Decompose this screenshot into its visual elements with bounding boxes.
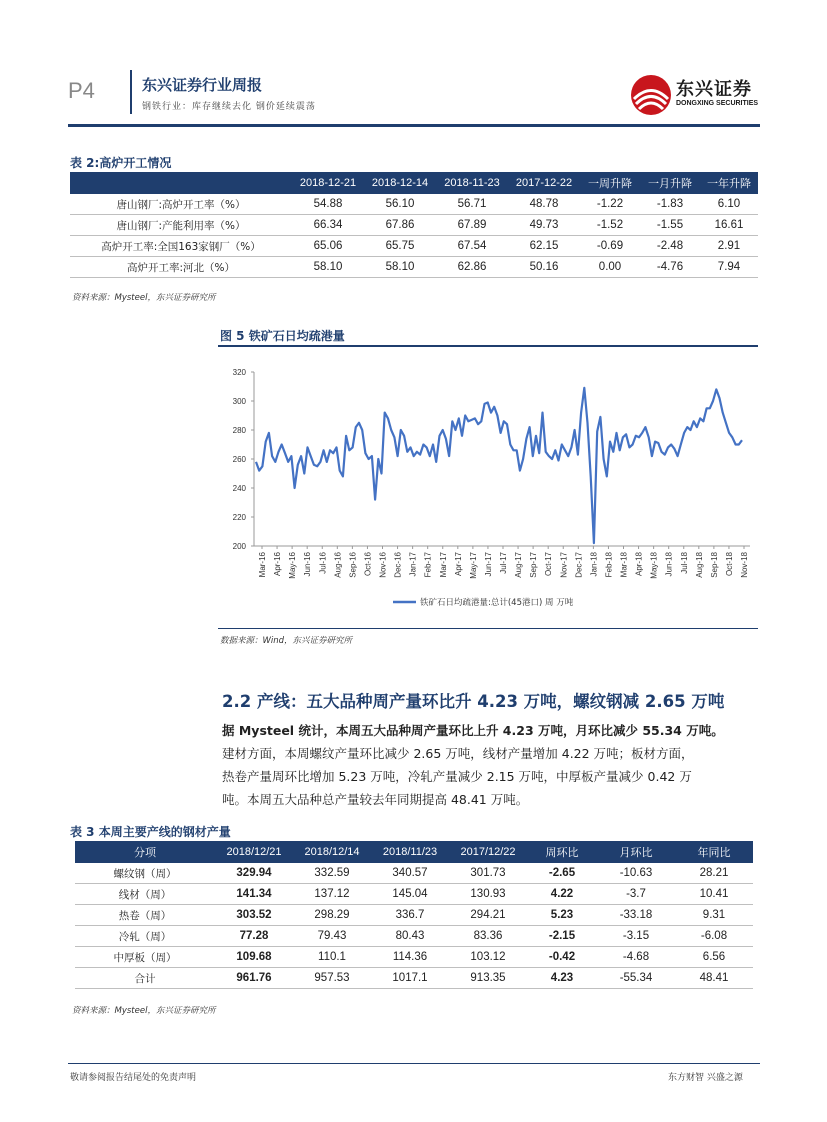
table-cell: 16.61	[700, 215, 758, 236]
table-cell: -1.52	[580, 215, 640, 236]
table-cell: 65.75	[364, 236, 436, 257]
logo-icon	[630, 74, 672, 120]
table3-header-cell: 周环比	[527, 841, 597, 863]
x-tick-label: Dec-17	[574, 552, 584, 578]
page-number: P4	[68, 78, 95, 103]
x-tick-label: Nov-17	[559, 552, 569, 578]
table-row	[70, 236, 758, 257]
iron-ore-chart	[218, 350, 758, 625]
table-cell: 103.12	[449, 947, 527, 968]
table-cell: 298.29	[293, 905, 371, 926]
table-row	[75, 968, 753, 989]
table-cell: 137.12	[293, 884, 371, 905]
table3-header-cell: 2018/11/23	[371, 841, 449, 863]
x-tick-label: May-16	[288, 552, 298, 579]
table-row	[70, 257, 758, 278]
x-tick-label: Nov-16	[378, 552, 388, 578]
x-tick-label: Jul-17	[499, 552, 508, 574]
table-row	[75, 884, 753, 905]
row-label: 唐山钢厂:产能利用率（%）	[70, 215, 292, 236]
legend-label: 铁矿石日均疏港量:总计(45港口) 周 万吨	[420, 598, 574, 608]
table3-header-cell: 分项	[75, 841, 215, 863]
report-subtitle: 钢铁行业：库存继续去化 钢价延续震荡	[142, 102, 316, 112]
table-cell: 80.43	[371, 926, 449, 947]
footer-rule	[68, 1063, 760, 1064]
table-row	[70, 194, 758, 215]
table-cell: -3.15	[597, 926, 675, 947]
table-row	[75, 947, 753, 968]
table-cell: 28.21	[675, 863, 753, 884]
x-tick-label: Jun-18	[664, 552, 674, 577]
header-divider	[130, 70, 132, 114]
table-cell: 961.76	[215, 968, 293, 989]
table-cell: 5.23	[527, 905, 597, 926]
row-label: 冷轧（周）	[75, 926, 215, 947]
x-tick-label: Sep-18	[709, 552, 719, 578]
header-rule	[68, 124, 760, 127]
table-cell: -4.76	[640, 257, 700, 278]
table-cell: 67.86	[364, 215, 436, 236]
x-tick-label: Jun-16	[303, 552, 313, 577]
table3	[75, 841, 753, 989]
y-tick-label: 280	[232, 426, 246, 435]
table-cell: 50.16	[508, 257, 580, 278]
table-cell: 0.00	[580, 257, 640, 278]
table-cell: -3.7	[597, 884, 675, 905]
table-cell: 62.15	[508, 236, 580, 257]
table-row	[70, 215, 758, 236]
table2-header-cell: 一月升降	[640, 172, 700, 194]
y-tick-label: 200	[232, 542, 246, 551]
table-cell: -55.34	[597, 968, 675, 989]
table-cell: 77.28	[215, 926, 293, 947]
figure5-bottom-rule	[218, 628, 758, 629]
table-cell: 54.88	[292, 194, 364, 215]
table2	[70, 172, 758, 278]
table-cell: 62.86	[436, 257, 508, 278]
table-cell: -6.08	[675, 926, 753, 947]
table2-header-cell	[70, 172, 292, 194]
x-tick-label: Nov-18	[740, 552, 749, 578]
row-label: 线材（周）	[75, 884, 215, 905]
y-tick-label: 260	[232, 455, 246, 464]
table-cell: -1.83	[640, 194, 700, 215]
table-cell: 83.36	[449, 926, 527, 947]
x-tick-label: Aug-16	[333, 552, 343, 578]
table-cell: 48.78	[508, 194, 580, 215]
table-cell: 67.89	[436, 215, 508, 236]
table-cell: 65.06	[292, 236, 364, 257]
x-tick-label: Apr-16	[273, 552, 283, 577]
report-title: 东兴证券行业周报	[142, 76, 263, 94]
table-cell: 66.34	[292, 215, 364, 236]
x-tick-label: Aug-17	[514, 552, 524, 578]
x-tick-label: Oct-18	[724, 552, 734, 577]
table-cell: 58.10	[364, 257, 436, 278]
x-tick-label: Oct-16	[363, 552, 373, 577]
table2-caption: 表 2:高炉开工情况	[70, 156, 172, 170]
table3-source: 资料来源：Mysteel，东兴证券研究所	[72, 1006, 216, 1016]
row-label: 热卷（周）	[75, 905, 215, 926]
row-label: 螺纹钢（周）	[75, 863, 215, 884]
logo-subtext: DONGXING SECURITIES	[676, 100, 759, 107]
x-tick-label: Jan-18	[589, 552, 599, 577]
x-tick-label: May-18	[649, 552, 659, 579]
table-cell: 10.41	[675, 884, 753, 905]
table-cell: 4.23	[527, 968, 597, 989]
table3-header-cell: 月环比	[597, 841, 675, 863]
table-cell: -2.48	[640, 236, 700, 257]
section-title: 2.2 产线：五大品种周产量环比升 4.23 万吨，螺纹钢减 2.65 万吨	[222, 692, 725, 711]
table-cell: -4.68	[597, 947, 675, 968]
section-lead: 据 Mysteel 统计，本周五大品种周产量环比上升 4.23 万吨，月环比减少 55.34 万吨。	[222, 723, 724, 738]
x-tick-label: Jul-16	[318, 552, 328, 574]
row-label: 高炉开工率:全国163家钢厂（%）	[70, 236, 292, 257]
table3-caption: 表 3 本周主要产线的钢材产量	[70, 825, 231, 839]
table-row	[75, 863, 753, 884]
table-cell: 4.22	[527, 884, 597, 905]
x-tick-label: Feb-17	[423, 552, 433, 578]
table-cell: 329.94	[215, 863, 293, 884]
x-tick-label: Jul-18	[679, 552, 689, 574]
table-cell: 48.41	[675, 968, 753, 989]
table-cell: 336.7	[371, 905, 449, 926]
table-cell: 913.35	[449, 968, 527, 989]
section-body-line-1: 建材方面，本周螺纹产量环比减少 2.65 万吨，线材产量增加 4.22 万吨；板材方面，	[222, 746, 694, 761]
table-cell: 332.59	[293, 863, 371, 884]
y-tick-label: 320	[232, 368, 246, 377]
table-cell: 145.04	[371, 884, 449, 905]
table3-header-cell: 2018/12/14	[293, 841, 371, 863]
x-tick-label: Apr-17	[453, 552, 463, 577]
x-tick-label: Aug-18	[694, 552, 704, 578]
logo-text: 东兴证券	[676, 79, 752, 100]
table-row	[75, 926, 753, 947]
section-body-line-2: 热卷产量周环比增加 5.23 万吨，冷轧产量减少 2.15 万吨，中厚板产量减少 0.42 万	[222, 769, 692, 784]
row-label: 中厚板（周）	[75, 947, 215, 968]
table-cell: 114.36	[371, 947, 449, 968]
x-tick-label: Mar-18	[619, 552, 629, 578]
table3-header-cell: 2017/12/22	[449, 841, 527, 863]
x-tick-label: Mar-16	[258, 552, 267, 578]
x-tick-label: Feb-18	[604, 552, 614, 578]
y-tick-label: 300	[232, 397, 246, 406]
table2-header-cell: 一周升降	[580, 172, 640, 194]
table-cell: -0.42	[527, 947, 597, 968]
table-cell: 56.10	[364, 194, 436, 215]
figure5-caption: 图 5 铁矿石日均疏港量	[220, 329, 345, 343]
table-cell: 79.43	[293, 926, 371, 947]
table-cell: 294.21	[449, 905, 527, 926]
table2-header-cell: 2017-12-22	[508, 172, 580, 194]
x-tick-label: Jan-17	[408, 552, 418, 577]
footer-disclaimer: 敬请参阅报告结尾处的免责声明	[70, 1073, 197, 1083]
x-tick-label: Sep-17	[529, 552, 539, 578]
table-cell: -33.18	[597, 905, 675, 926]
table3-header-cell: 2018/12/21	[215, 841, 293, 863]
table-cell: -10.63	[597, 863, 675, 884]
row-label: 合计	[75, 968, 215, 989]
table-cell: -1.22	[580, 194, 640, 215]
table3-header-cell: 年同比	[675, 841, 753, 863]
y-tick-label: 240	[232, 484, 246, 493]
table-cell: 2.91	[700, 236, 758, 257]
figure5-source: 数据来源：Wind，东兴证券研究所	[220, 636, 353, 646]
table-cell: 109.68	[215, 947, 293, 968]
table-row	[75, 905, 753, 926]
row-label: 高炉开工率:河北（%）	[70, 257, 292, 278]
table-cell: 6.56	[675, 947, 753, 968]
table-cell: 957.53	[293, 968, 371, 989]
section-body-line-3: 吨。本周五大品种总产量较去年同期提高 48.41 万吨。	[222, 792, 529, 807]
table-cell: 58.10	[292, 257, 364, 278]
table-cell: 6.10	[700, 194, 758, 215]
figure5-top-rule	[218, 345, 758, 347]
row-label: 唐山钢厂:高炉开工率（%）	[70, 194, 292, 215]
x-tick-label: Sep-16	[348, 552, 358, 578]
footer-slogan: 东方财智 兴盛之源	[668, 1073, 743, 1083]
table-cell: 9.31	[675, 905, 753, 926]
table-cell: -1.55	[640, 215, 700, 236]
x-tick-label: May-17	[468, 552, 478, 579]
table-cell: 141.34	[215, 884, 293, 905]
table-cell: -0.69	[580, 236, 640, 257]
table-cell: 130.93	[449, 884, 527, 905]
table2-source: 资料来源：Mysteel，东兴证券研究所	[72, 293, 216, 303]
table-cell: 110.1	[293, 947, 371, 968]
x-tick-label: Jun-17	[483, 552, 493, 577]
table-cell: 303.52	[215, 905, 293, 926]
table-cell: 301.73	[449, 863, 527, 884]
table-cell: 340.57	[371, 863, 449, 884]
x-tick-label: Apr-18	[634, 552, 644, 577]
table-cell: 7.94	[700, 257, 758, 278]
table-cell: -2.15	[527, 926, 597, 947]
x-tick-label: Mar-17	[438, 552, 448, 578]
table-cell: -2.65	[527, 863, 597, 884]
table-cell: 56.71	[436, 194, 508, 215]
x-tick-label: Oct-17	[544, 552, 554, 577]
x-tick-label: Dec-16	[393, 552, 403, 578]
series-line	[256, 388, 742, 543]
y-tick-label: 220	[232, 513, 246, 522]
table2-header-cell: 2018-12-14	[364, 172, 436, 194]
table2-header-cell: 2018-12-21	[292, 172, 364, 194]
table-cell: 49.73	[508, 215, 580, 236]
table-cell: 67.54	[436, 236, 508, 257]
table-cell: 1017.1	[371, 968, 449, 989]
table2-header-cell: 一年升降	[700, 172, 758, 194]
table2-header-cell: 2018-11-23	[436, 172, 508, 194]
